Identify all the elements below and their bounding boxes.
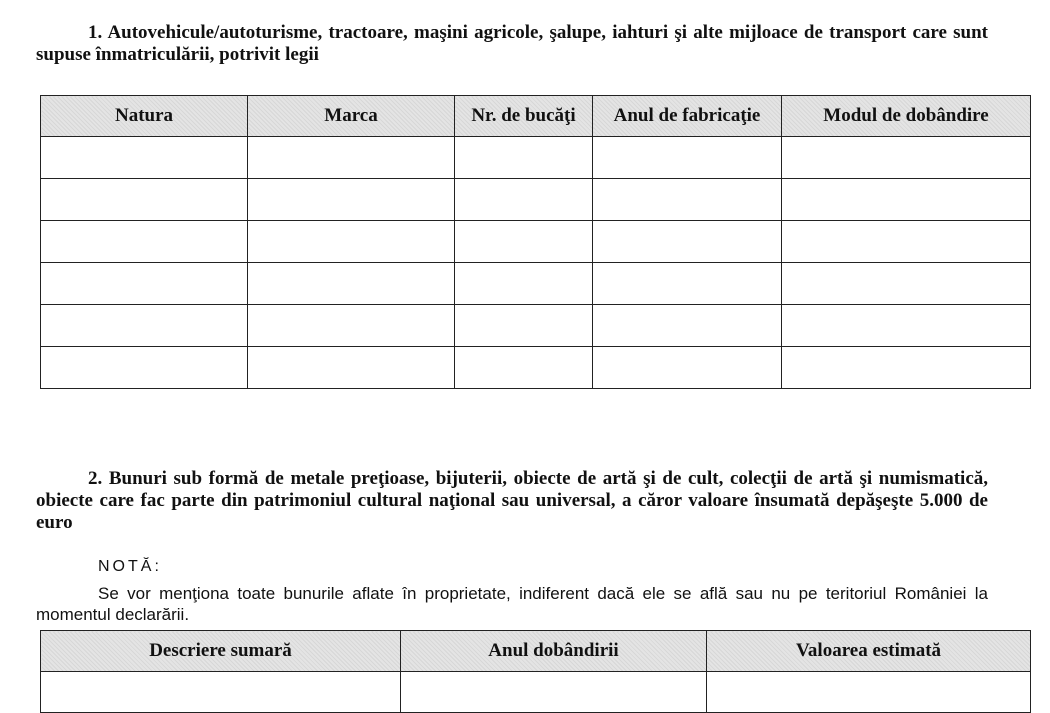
- table-cell[interactable]: [593, 137, 782, 179]
- table-cell[interactable]: [41, 137, 248, 179]
- column-header-descriere: Descriere sumară: [41, 631, 401, 672]
- column-header-valoare: Valoarea estimată: [707, 631, 1031, 672]
- table-cell[interactable]: [782, 263, 1031, 305]
- table-header-row: [41, 96, 1031, 137]
- section-1-title: 1. Autovehicule/autoturisme, tractoare, maşini agricole, şalupe, iahturi şi alte mijloace de transport care sunt supuse înmatriculării, potrivit legii: [36, 22, 988, 65]
- table-cell[interactable]: [455, 137, 593, 179]
- table-header-row: [41, 631, 1031, 672]
- table-cell[interactable]: [782, 137, 1031, 179]
- column-header-an-dobandire: Anul dobândirii: [401, 631, 707, 672]
- table-cell[interactable]: [41, 179, 248, 221]
- table-cell[interactable]: [455, 179, 593, 221]
- table-cell[interactable]: [782, 347, 1031, 389]
- table-cell[interactable]: [248, 263, 455, 305]
- table-cell[interactable]: [593, 305, 782, 347]
- table-cell[interactable]: [455, 347, 593, 389]
- column-header-mod-dobandire: Modul de dobândire: [782, 96, 1031, 137]
- table-cell[interactable]: [782, 179, 1031, 221]
- table-cell[interactable]: [41, 305, 248, 347]
- table-cell[interactable]: [248, 305, 455, 347]
- column-header-nr-bucati: Nr. de bucăţi: [455, 96, 593, 137]
- section-2-title: 2. Bunuri sub formă de metale preţioase, bijuterii, obiecte de artă şi de cult, colecţii de artă şi numismatică, obiecte care fac parte din patrimoniul cultural naţional sau universal, a căror valoare însumată depăşeşte 5.000 de euro: [36, 468, 988, 533]
- table-cell[interactable]: [782, 221, 1031, 263]
- table-cell[interactable]: [41, 672, 401, 713]
- table-cell[interactable]: [707, 672, 1031, 713]
- table-cell[interactable]: [248, 221, 455, 263]
- table-cell[interactable]: [41, 263, 248, 305]
- note-text: Se vor menţiona toate bunurile aflate în proprietate, indiferent dacă ele se află sau nu pe teritoriul României la momentul declarării.: [36, 584, 988, 624]
- table-cell[interactable]: [248, 179, 455, 221]
- table-cell[interactable]: [782, 305, 1031, 347]
- table-row: [41, 221, 1031, 263]
- table-row: [41, 179, 1031, 221]
- table-cell[interactable]: [41, 221, 248, 263]
- column-header-natura: Natura: [41, 96, 248, 137]
- table-cell[interactable]: [248, 347, 455, 389]
- table-cell[interactable]: [401, 672, 707, 713]
- table-row: [41, 672, 1031, 713]
- table-cell[interactable]: [593, 347, 782, 389]
- column-header-an-fabricatie: Anul de fabricaţie: [593, 96, 782, 137]
- table-cell[interactable]: [248, 137, 455, 179]
- table-cell[interactable]: [455, 221, 593, 263]
- table-row: [41, 137, 1031, 179]
- table-row: [41, 347, 1031, 389]
- table-row: [41, 263, 1031, 305]
- table-cell[interactable]: [455, 305, 593, 347]
- column-header-marca: Marca: [248, 96, 455, 137]
- table-row: [41, 305, 1031, 347]
- vehicles-table: [40, 95, 1031, 389]
- note-label: NOTĂ:: [98, 558, 162, 575]
- table-cell[interactable]: [593, 263, 782, 305]
- valuables-table: [40, 630, 1031, 713]
- table-cell[interactable]: [41, 347, 248, 389]
- table-cell[interactable]: [593, 221, 782, 263]
- table-cell[interactable]: [593, 179, 782, 221]
- table-cell[interactable]: [455, 263, 593, 305]
